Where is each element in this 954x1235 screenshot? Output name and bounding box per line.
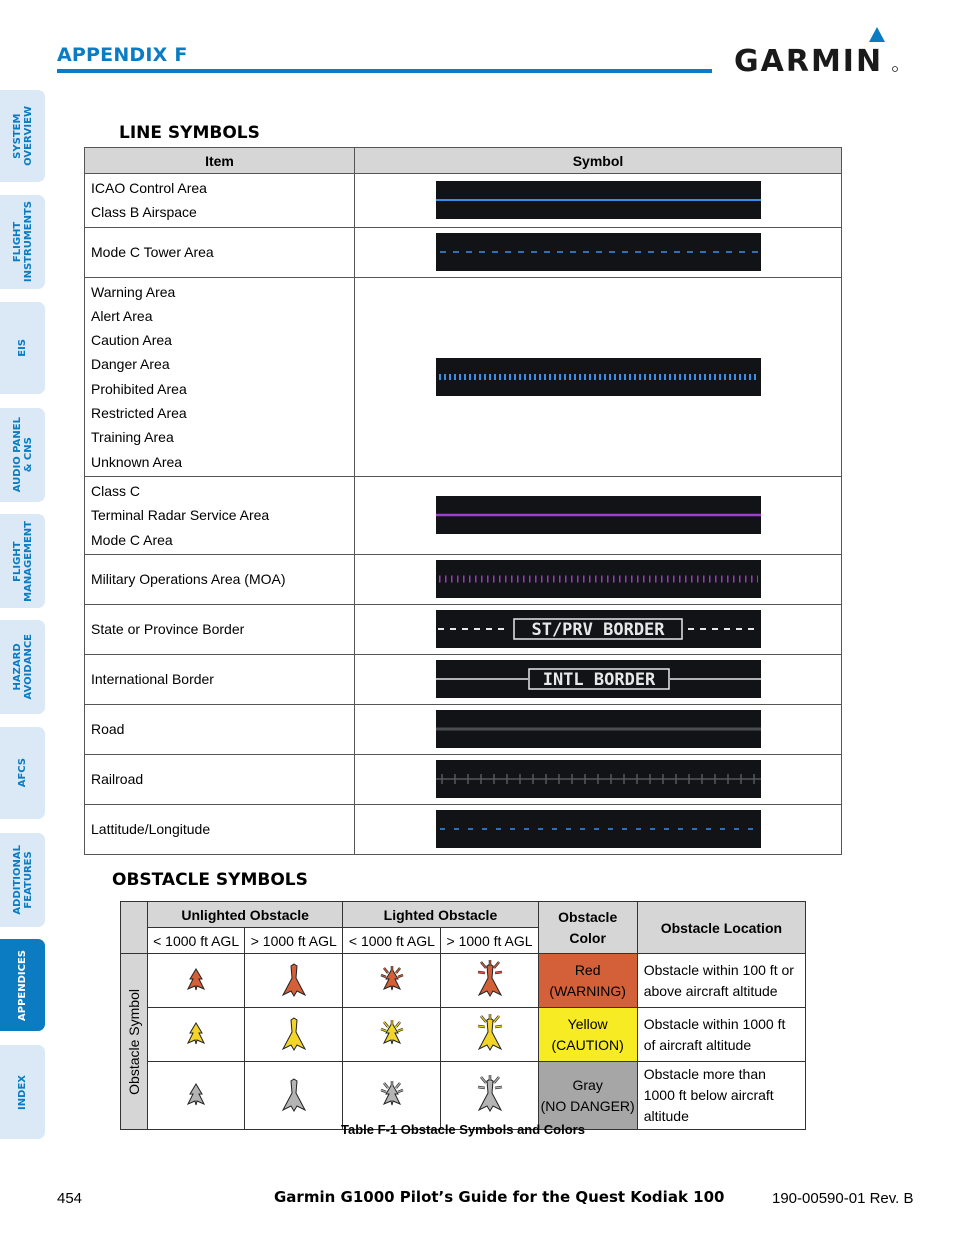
item-label: Caution Area — [91, 332, 172, 349]
state-border-line-symbol — [436, 610, 761, 648]
unlighted-high-obstacle-icon — [278, 1014, 310, 1055]
column-header-unlighted: Unlighted Obstacle — [148, 902, 343, 928]
color-sublabel: (NO DANGER) — [540, 1097, 635, 1114]
side-tab-label: HAZARD AVOIDANCE — [11, 634, 34, 700]
latlon-line-symbol — [436, 810, 761, 848]
item-label: Warning Area — [91, 283, 176, 300]
column-header-lighted: Lighted Obstacle — [343, 902, 538, 928]
side-label-head — [121, 902, 148, 954]
item-cell — [85, 754, 355, 804]
obstacle-icon-cell — [343, 954, 441, 1008]
side-tab[interactable] — [0, 514, 45, 608]
item-cell — [85, 227, 355, 277]
obstacle-color-cell — [538, 1062, 637, 1130]
item-label: Road — [91, 721, 125, 738]
item-label: Military Operations Area (MOA) — [91, 571, 286, 588]
side-tab[interactable] — [0, 90, 45, 182]
symbol-cell — [355, 654, 842, 704]
symbol-cell — [355, 554, 842, 604]
item-label: Prohibited Area — [91, 380, 187, 397]
svg-text:INTL BORDER: INTL BORDER — [542, 670, 655, 691]
item-label: Training Area — [91, 429, 174, 446]
lighted-low-obstacle-icon — [378, 966, 406, 995]
column-header-symbol: Symbol — [355, 148, 842, 174]
table-row — [85, 704, 842, 754]
item-label: Railroad — [91, 771, 144, 788]
side-tab[interactable] — [0, 302, 45, 394]
symbol-cell — [355, 804, 842, 854]
symbol-cell — [355, 754, 842, 804]
item-label: Alert Area — [91, 307, 153, 324]
side-tab-label: FLIGHT MANAGEMENT — [11, 520, 34, 602]
item-cell — [85, 174, 355, 228]
obstacle-location-cell: Obstacle more than 1000 ft below aircraft altitude — [637, 1062, 805, 1130]
obstacle-location-cell: Obstacle within 100 ft or above aircraft altitude — [637, 954, 805, 1008]
road-line-symbol — [436, 710, 761, 748]
garmin-logo — [734, 26, 899, 78]
side-tab[interactable] — [0, 833, 45, 927]
table-row — [85, 277, 842, 476]
side-tab-label: AUDIO PANEL & CNS — [11, 417, 34, 493]
obstacle-color-cell — [538, 1008, 637, 1062]
table-row — [85, 804, 842, 854]
dotted-blue-line-symbol — [436, 358, 761, 396]
table-row — [85, 654, 842, 704]
obstacle-icon-cell — [148, 1008, 245, 1062]
symbol-cell — [355, 604, 842, 654]
dotted-magenta-line-symbol — [436, 560, 761, 598]
obstacle-symbol-side-label — [121, 954, 148, 1130]
obstacle-icon-cell — [245, 1008, 343, 1062]
side-tab[interactable] — [0, 939, 45, 1031]
obstacle-icon-cell — [245, 1062, 343, 1130]
obstacle-icon-cell — [148, 954, 245, 1008]
svg-text:ST/PRV BORDER: ST/PRV BORDER — [530, 620, 665, 641]
obstacle-icon-cell — [148, 1062, 245, 1130]
side-tab-label: SYSTEM OVERVIEW — [11, 106, 34, 166]
item-label: Restricted Area — [91, 405, 187, 422]
side-tab-label: EIS — [17, 339, 28, 357]
railroad-line-symbol — [436, 760, 761, 798]
table-row — [85, 604, 842, 654]
table-row — [85, 476, 842, 554]
item-cell — [85, 476, 355, 554]
line-symbols-heading: LINE SYMBOLS — [119, 123, 260, 143]
item-cell — [85, 604, 355, 654]
obstacle-symbols-heading: OBSTACLE SYMBOLS — [112, 870, 308, 890]
obstacle-icon-cell — [343, 1008, 441, 1062]
color-label: Red — [574, 961, 601, 978]
item-label: Terminal Radar Service Area — [91, 507, 270, 524]
obstacle-icon-cell — [441, 1062, 538, 1130]
side-tab[interactable] — [0, 620, 45, 714]
obstacle-color-cell — [538, 954, 637, 1008]
item-label: Class C — [91, 482, 141, 499]
obstacle-icon-cell — [441, 954, 538, 1008]
item-label: Danger Area — [91, 356, 170, 373]
item-label: Mode C Area — [91, 531, 173, 548]
lighted-low-obstacle-icon — [378, 1081, 406, 1110]
obstacle-location-cell: Obstacle within 1000 ft of aircraft altitude — [637, 1008, 805, 1062]
document-number: 190-00590-01 Rev. B — [772, 1190, 914, 1207]
subheader-lighted-below: < 1000 ft AGL — [343, 928, 441, 954]
item-label: Unknown Area — [91, 453, 183, 470]
symbol-cell — [355, 227, 842, 277]
symbol-cell — [355, 174, 842, 228]
table-row — [121, 1062, 806, 1130]
table-row — [121, 1008, 806, 1062]
obstacle-icon-cell — [343, 1062, 441, 1130]
color-sublabel: (CAUTION) — [551, 1036, 624, 1053]
item-label: Lattitude/Longitude — [91, 821, 211, 838]
side-tab[interactable] — [0, 727, 45, 819]
item-cell — [85, 654, 355, 704]
symbol-cell — [355, 476, 842, 554]
color-sublabel: (WARNING) — [549, 982, 626, 999]
solid-blue-line-symbol — [436, 181, 761, 219]
table-row — [85, 754, 842, 804]
item-label: Mode C Tower Area — [91, 243, 214, 260]
table-row — [85, 227, 842, 277]
item-cell — [85, 804, 355, 854]
side-tab-label: APPENDICES — [17, 949, 28, 1021]
header-rule — [57, 69, 712, 73]
unlighted-low-obstacle-icon — [182, 966, 210, 995]
footer-title: Garmin G1000 Pilot’s Guide for the Quest Kodiak 100 — [274, 1188, 725, 1206]
intl-border-line-symbol — [436, 660, 761, 698]
unlighted-low-obstacle-icon — [182, 1081, 210, 1110]
unlighted-low-obstacle-icon — [182, 1020, 210, 1049]
item-cell — [85, 277, 355, 476]
item-cell — [85, 554, 355, 604]
side-tab-label: FLIGHT INSTRUMENTS — [11, 201, 34, 283]
side-tab[interactable] — [0, 195, 45, 289]
table-row — [85, 174, 842, 228]
subheader-unlighted-below: < 1000 ft AGL — [148, 928, 245, 954]
side-tab-label: INDEX — [17, 1074, 28, 1110]
item-label: State or Province Border — [91, 621, 245, 638]
color-label: Yellow — [567, 1015, 608, 1032]
side-tab-label: AFCS — [17, 758, 28, 788]
column-header-color: Obstacle Color — [538, 902, 637, 954]
color-label: Gray — [572, 1076, 603, 1093]
obstacle-symbols-table — [120, 901, 806, 1130]
table-row — [121, 954, 806, 1008]
side-label-text: Obstacle Symbol — [126, 988, 143, 1095]
table-caption: Table F-1 Obstacle Symbols and Colors — [341, 1122, 585, 1137]
table-row — [85, 554, 842, 604]
page-number: 454 — [57, 1190, 83, 1207]
obstacle-icon-cell — [245, 954, 343, 1008]
solid-magenta-line-symbol — [436, 496, 761, 534]
item-label: Class B Airspace — [91, 204, 197, 221]
svg-text:GARMIN: GARMIN — [734, 44, 884, 78]
item-label: International Border — [91, 671, 214, 688]
lighted-low-obstacle-icon — [378, 1020, 406, 1049]
obstacle-icon-cell — [441, 1008, 538, 1062]
side-tab[interactable] — [0, 408, 45, 502]
subheader-lighted-above: > 1000 ft AGL — [441, 928, 538, 954]
unlighted-high-obstacle-icon — [278, 960, 310, 1001]
lighted-high-obstacle-icon — [474, 1014, 506, 1055]
unlighted-high-obstacle-icon — [278, 1075, 310, 1116]
lighted-high-obstacle-icon — [474, 1075, 506, 1116]
symbol-cell — [355, 277, 842, 476]
side-tab-label: ADDITIONAL FEATURES — [11, 845, 34, 915]
lighted-high-obstacle-icon — [474, 960, 506, 1001]
symbol-cell — [355, 704, 842, 754]
subheader-unlighted-above: > 1000 ft AGL — [245, 928, 343, 954]
item-cell — [85, 704, 355, 754]
column-header-location: Obstacle Location — [637, 902, 805, 954]
dashed-blue-line-symbol — [436, 233, 761, 271]
item-label: ICAO Control Area — [91, 180, 207, 196]
line-symbols-table — [84, 147, 842, 855]
column-header-item: Item — [85, 148, 355, 174]
section-title: APPENDIX F — [57, 44, 188, 66]
